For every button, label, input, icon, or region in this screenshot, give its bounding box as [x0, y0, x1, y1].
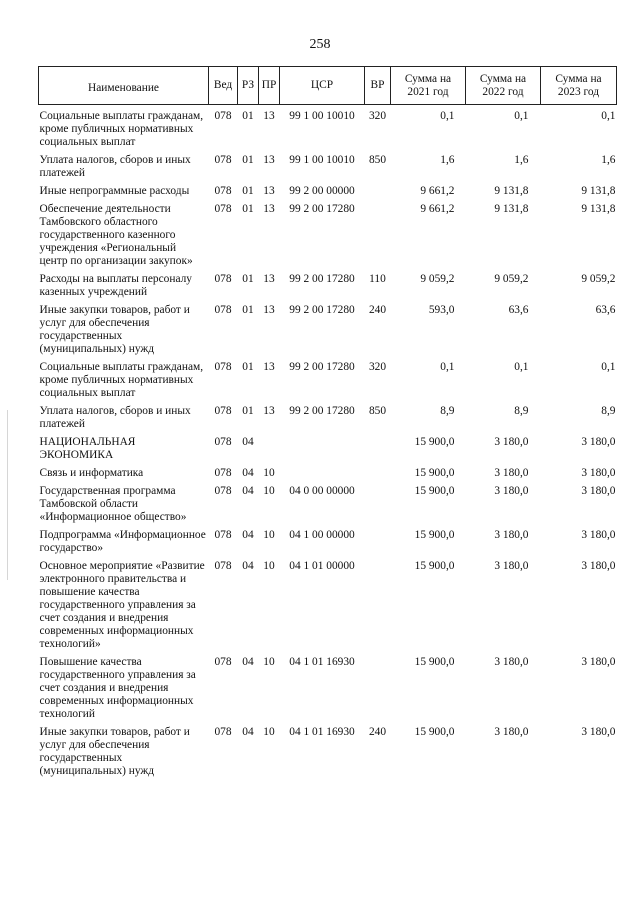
row-name-cell: Связь и информатика	[39, 467, 144, 479]
row-name-cell: Основное мероприятие «Развитие электронного правительства и повышение качества государственного управления за счет создания и внедрения современных информационных технологий»	[39, 560, 205, 650]
row-name-cell: Расходы на выплаты персоналу казенных учреждений	[39, 273, 192, 298]
row-pr-cell: 13	[263, 203, 275, 215]
table-row	[39, 356, 617, 400]
row-sum-2023-cell: 9 131,8	[581, 185, 616, 197]
row-name-cell: Социальные выплаты гражданам, кроме публичных нормативных социальных выплат	[39, 361, 204, 399]
header-name: Наименование	[39, 67, 209, 105]
row-vr-cell	[365, 480, 391, 524]
row-csr-cell: 99 2 00 00000	[289, 185, 355, 197]
row-sum-2023-cell: 63,6	[595, 304, 616, 316]
row-sum-2021-cell: 0,1	[440, 110, 455, 122]
row-pr-cell: 13	[263, 405, 275, 417]
row-sum-2022-cell: 9 131,8	[494, 203, 529, 215]
row-ved-cell: 078	[214, 656, 232, 668]
row-sum-2022-cell: 3 180,0	[494, 726, 529, 738]
row-sum-2021-cell: 9 059,2	[420, 273, 455, 285]
row-ved-cell: 078	[214, 405, 232, 417]
row-sum-2023-cell: 3 180,0	[581, 436, 616, 448]
row-sum-2023-cell: 9 059,2	[581, 273, 616, 285]
row-vr-cell: 850	[368, 405, 387, 417]
header-csr: ЦСР	[280, 67, 365, 105]
row-pr-cell: 10	[263, 560, 275, 572]
row-rz-cell: 04	[242, 726, 254, 738]
row-rz-cell: 01	[242, 304, 254, 316]
table-row	[39, 198, 617, 268]
row-rz-cell: 04	[242, 467, 254, 479]
row-csr-cell	[280, 462, 365, 480]
row-vr-cell: 320	[368, 361, 387, 373]
row-vr-cell	[365, 555, 391, 651]
row-ved-cell: 078	[214, 185, 232, 197]
budget-table	[38, 66, 617, 778]
row-name-cell: Государственная программа Тамбовской области «Информационное общество»	[39, 485, 187, 523]
table-row	[39, 480, 617, 524]
row-sum-2022-cell: 3 180,0	[494, 529, 529, 541]
row-name-cell: Уплата налогов, сборов и иных платежей	[39, 154, 191, 179]
row-sum-2022-cell: 3 180,0	[494, 485, 529, 497]
row-sum-2023-cell: 3 180,0	[581, 529, 616, 541]
table-row	[39, 721, 617, 778]
row-csr-cell: 04 0 00 00000	[289, 485, 355, 497]
row-vr-cell	[365, 180, 391, 198]
row-sum-2021-cell: 15 900,0	[414, 436, 455, 448]
row-csr-cell: 99 2 00 17280	[289, 203, 355, 215]
row-sum-2023-cell: 3 180,0	[581, 485, 616, 497]
row-vr-cell	[365, 651, 391, 721]
row-name-cell: Социальные выплаты гражданам, кроме публичных нормативных социальных выплат	[39, 110, 204, 148]
row-name-cell: Иные закупки товаров, работ и услуг для обеспечения государственных (муниципальных) нужд	[39, 304, 190, 355]
row-vr-cell	[365, 431, 391, 462]
table-body	[39, 105, 617, 779]
row-pr-cell: 10	[263, 656, 275, 668]
row-ved-cell: 078	[214, 726, 232, 738]
table-row	[39, 180, 617, 198]
row-csr-cell: 99 1 00 10010	[289, 154, 355, 166]
row-sum-2022-cell: 0,1	[514, 110, 529, 122]
row-name-cell: Иные закупки товаров, работ и услуг для обеспечения государственных (муниципальных) нужд	[39, 726, 190, 777]
row-pr-cell: 13	[263, 273, 275, 285]
row-pr-cell: 10	[263, 485, 275, 497]
row-rz-cell: 04	[242, 485, 254, 497]
row-ved-cell: 078	[214, 110, 232, 122]
row-name-cell: Подпрограмма «Информационное государство»	[39, 529, 206, 554]
row-sum-2021-cell: 1,6	[440, 154, 455, 166]
row-sum-2021-cell: 0,1	[440, 361, 455, 373]
table-row	[39, 299, 617, 356]
header-pr: ПР	[259, 67, 280, 105]
row-name-cell: Обеспечение деятельности Тамбовского областного государственного казенного учреждения «Региональный центр по организации закупок»	[39, 203, 193, 267]
row-pr-cell	[259, 431, 280, 462]
row-pr-cell: 13	[263, 304, 275, 316]
row-csr-cell: 04 1 01 16930	[289, 726, 355, 738]
row-rz-cell: 01	[242, 361, 254, 373]
row-pr-cell: 10	[263, 529, 275, 541]
row-sum-2021-cell: 9 661,2	[420, 185, 455, 197]
row-sum-2023-cell: 3 180,0	[581, 656, 616, 668]
row-sum-2021-cell: 15 900,0	[414, 656, 455, 668]
row-pr-cell: 10	[263, 467, 275, 479]
row-sum-2023-cell: 9 131,8	[581, 203, 616, 215]
row-pr-cell: 13	[263, 154, 275, 166]
row-sum-2021-cell: 15 900,0	[414, 560, 455, 572]
header-sum-2021: Сумма на 2021 год	[391, 67, 466, 105]
row-name-cell: Иные непрограммные расходы	[39, 185, 190, 197]
header-sum-2022: Сумма на 2022 год	[466, 67, 541, 105]
row-csr-cell: 99 2 00 17280	[289, 304, 355, 316]
row-sum-2023-cell: 3 180,0	[581, 560, 616, 572]
table-row	[39, 149, 617, 180]
row-csr-cell	[280, 431, 365, 462]
row-ved-cell: 078	[214, 154, 232, 166]
row-sum-2021-cell: 8,9	[440, 405, 455, 417]
row-rz-cell: 01	[242, 273, 254, 285]
row-sum-2021-cell: 15 900,0	[414, 485, 455, 497]
row-sum-2023-cell: 0,1	[601, 361, 616, 373]
row-name-cell: Повышение качества государственного управления за счет создания и внедрения современных информационных технологий	[39, 656, 196, 720]
row-sum-2022-cell: 63,6	[508, 304, 529, 316]
table-row	[39, 268, 617, 299]
row-csr-cell: 04 1 01 16930	[289, 656, 355, 668]
row-sum-2021-cell: 593,0	[428, 304, 455, 316]
row-pr-cell: 13	[263, 185, 275, 197]
row-rz-cell: 01	[242, 154, 254, 166]
row-vr-cell: 320	[368, 110, 387, 122]
row-sum-2022-cell: 9 059,2	[494, 273, 529, 285]
table-row	[39, 651, 617, 721]
row-vr-cell: 240	[368, 304, 387, 316]
table-row	[39, 400, 617, 431]
row-sum-2022-cell: 1,6	[514, 154, 529, 166]
row-sum-2022-cell: 8,9	[514, 405, 529, 417]
header-sum-2023: Сумма на 2023 год	[541, 67, 617, 105]
row-pr-cell: 13	[263, 361, 275, 373]
row-vr-cell	[365, 524, 391, 555]
row-rz-cell: 01	[242, 203, 254, 215]
row-ved-cell: 078	[214, 304, 232, 316]
row-ved-cell: 078	[214, 273, 232, 285]
row-sum-2022-cell: 3 180,0	[494, 436, 529, 448]
row-ved-cell: 078	[214, 529, 232, 541]
row-ved-cell: 078	[214, 560, 232, 572]
row-ved-cell: 078	[214, 485, 232, 497]
table-row	[39, 105, 617, 150]
row-rz-cell: 01	[242, 185, 254, 197]
row-csr-cell: 99 1 00 10010	[289, 110, 355, 122]
row-sum-2023-cell: 1,6	[601, 154, 616, 166]
header-rz: РЗ	[238, 67, 259, 105]
row-ved-cell: 078	[214, 436, 232, 448]
row-sum-2021-cell: 9 661,2	[420, 203, 455, 215]
row-csr-cell: 99 2 00 17280	[289, 361, 355, 373]
row-sum-2021-cell: 15 900,0	[414, 467, 455, 479]
row-name-cell: Уплата налогов, сборов и иных платежей	[39, 405, 191, 430]
row-rz-cell: 01	[242, 110, 254, 122]
table-row	[39, 431, 617, 462]
row-vr-cell	[365, 198, 391, 268]
row-sum-2021-cell: 15 900,0	[414, 726, 455, 738]
row-sum-2023-cell: 8,9	[601, 405, 616, 417]
table-row	[39, 462, 617, 480]
row-sum-2023-cell: 0,1	[601, 110, 616, 122]
table-row	[39, 555, 617, 651]
row-sum-2022-cell: 3 180,0	[494, 560, 529, 572]
row-rz-cell: 04	[242, 529, 254, 541]
row-sum-2022-cell: 0,1	[514, 361, 529, 373]
row-rz-cell: 04	[242, 436, 254, 448]
header-ved: Вед	[209, 67, 238, 105]
row-sum-2022-cell: 9 131,8	[494, 185, 529, 197]
row-sum-2022-cell: 3 180,0	[494, 467, 529, 479]
row-csr-cell: 99 2 00 17280	[289, 405, 355, 417]
row-sum-2023-cell: 3 180,0	[581, 467, 616, 479]
row-vr-cell	[365, 462, 391, 480]
row-sum-2021-cell: 15 900,0	[414, 529, 455, 541]
row-ved-cell: 078	[214, 203, 232, 215]
header-vr: ВР	[365, 67, 391, 105]
page-number: 258	[309, 37, 331, 52]
row-sum-2022-cell: 3 180,0	[494, 656, 529, 668]
row-csr-cell: 04 1 00 00000	[289, 529, 355, 541]
row-vr-cell: 110	[369, 273, 386, 285]
row-pr-cell: 10	[263, 726, 275, 738]
row-ved-cell: 078	[214, 467, 232, 479]
row-rz-cell: 04	[242, 560, 254, 572]
row-name-cell: НАЦИОНАЛЬНАЯ ЭКОНОМИКА	[39, 436, 136, 461]
row-vr-cell: 240	[368, 726, 387, 738]
row-rz-cell: 01	[242, 405, 254, 417]
row-ved-cell: 078	[214, 361, 232, 373]
row-vr-cell: 850	[368, 154, 387, 166]
row-pr-cell: 13	[263, 110, 275, 122]
row-rz-cell: 04	[242, 656, 254, 668]
row-sum-2023-cell: 3 180,0	[581, 726, 616, 738]
row-csr-cell: 99 2 00 17280	[289, 273, 355, 285]
row-csr-cell: 04 1 01 00000	[289, 560, 355, 572]
table-row	[39, 524, 617, 555]
margin-scan-mark	[6, 410, 8, 580]
table-header-row	[39, 67, 617, 105]
